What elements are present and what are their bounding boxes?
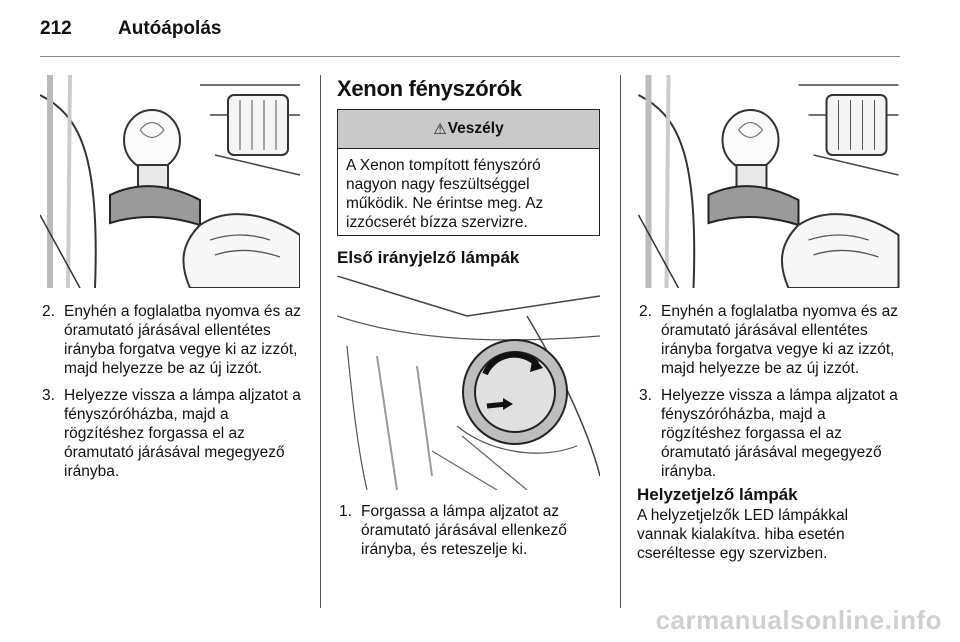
warning-box bbox=[337, 109, 600, 236]
page-title: Autóápolás bbox=[118, 18, 222, 39]
middle-steps-list bbox=[337, 502, 599, 567]
section-title: Xenon fényszórók bbox=[337, 76, 522, 101]
warning-triangle-icon: ⚠ bbox=[433, 121, 447, 138]
turn-signal-illustration bbox=[337, 276, 600, 490]
list-item: 3. Helyezze vissza a lámpa aljzatot a fényszóróházba, majd a rögzítéshez forgassa el az óramutató járásával megegyező irányba. bbox=[639, 387, 898, 480]
column-divider-right bbox=[620, 75, 621, 608]
list-item: 1. Forgassa a lámpa aljzatot az óramutató járásával ellenkező irányba, és reteszelje ki. bbox=[339, 503, 567, 558]
warning-title: Veszély bbox=[447, 120, 504, 137]
bulb-removal-illustration bbox=[40, 75, 300, 288]
left-steps-list bbox=[40, 302, 302, 489]
warning-text: A Xenon tompított fényszóró nagyon nagy feszültséggel működik. Ne érintse meg. Az izzócserét bízza szervizre. bbox=[346, 157, 544, 231]
subsection-title: Első irányjelző lámpák bbox=[337, 248, 520, 267]
list-item: 2. Enyhén a foglalatba nyomva és az óramutató járásával ellentétes irányba forgatva vegye ki az izzót, majd helyezze be az új izzót. bbox=[639, 303, 898, 377]
subsection-title-2: Helyzetjelző lámpák bbox=[637, 485, 798, 504]
page-header bbox=[40, 14, 221, 44]
watermark: carmanualsonline.info bbox=[655, 605, 942, 635]
page-number: 212 bbox=[40, 18, 72, 39]
position-light-paragraph: A helyzetjelzők LED lámpákkal vannak kialakítva. hiba esetén cseréltesse egy szervizben. bbox=[637, 507, 849, 562]
column-divider-left bbox=[320, 75, 321, 608]
right-steps-list bbox=[637, 302, 900, 489]
bulb-removal-illustration-2 bbox=[637, 75, 900, 288]
list-item: 3. Helyezze vissza a lámpa aljzatot a fényszóróházba, majd a rögzítéshez forgassa el az óramutató járásával megegyező irányba. bbox=[42, 387, 301, 480]
header-rule bbox=[40, 56, 900, 57]
list-item: 2. Enyhén a foglalatba nyomva és az óramutató járásával ellentétes irányba forgatva vegye ki az izzót, majd helyezze be az új izzót. bbox=[42, 303, 301, 377]
warning-header bbox=[338, 110, 599, 149]
